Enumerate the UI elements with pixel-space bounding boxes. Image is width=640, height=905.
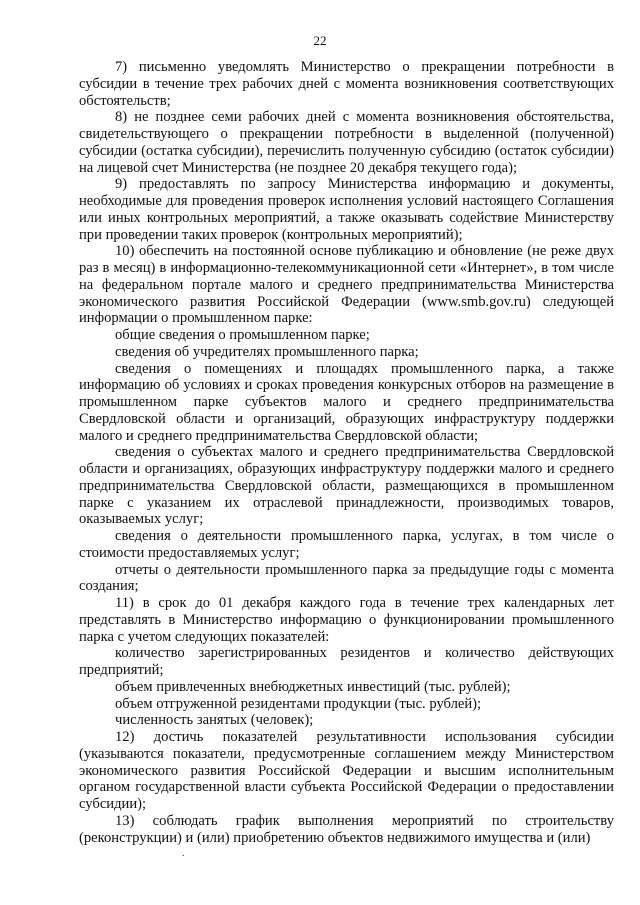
paragraph-item-13: 13) соблюдать график выполнения мероприятий по строительству (реконструкции) и (или) приобретению объектов недвижимого имущества и (или): [79, 812, 614, 846]
paragraph-shipped-products: объем отгруженной резидентами продукции (тыс. рублей);: [115, 695, 482, 712]
paragraph-investments: объем привлеченных внебюджетных инвестиций (тыс. рублей);: [115, 678, 511, 695]
paragraph-employment: численность занятых (человек);: [115, 712, 314, 729]
paragraph-founders-info: сведения об учредителях промышленного парка;: [115, 343, 419, 360]
paragraph-residents-info: сведения о субъектах малого и среднего предпринимательства Свердловской области и организациях, образующих инфраструктуру поддержки малого и среднего предпринимательства Свердловской области, размещающихся в промышленном парке с указанием их отраслевой принадлежности, производимых товаров, оказываемых услуг;: [79, 444, 614, 528]
stray-mark: .: [182, 848, 185, 859]
paragraph-activity-info: сведения о деятельности промышленного парка, услугах, в том числе о стоимости предоставляемых услуг;: [79, 528, 614, 561]
document-body: [79, 59, 614, 846]
paragraph-item-8: 8) не позднее семи рабочих дней с момента возникновения обстоятельства, свидетельствующего о прекращении потребности в выделенной (полученной) субсидии (остатка субсидии), перечислить полученную субсидию (остаток субсидии) на лицевой счет Министерства (не позднее 20 декабря текущего года);: [79, 109, 614, 176]
paragraph-item-12: 12) достичь показателей результативности использования субсидии (указываются показатели, предусмотренные соглашением между Министерством экономического развития Российской Федерации и высшим исполнительным органом государственной власти субъекта Российской Федерации о предоставлении субсидии);: [79, 729, 614, 812]
paragraph-item-10: 10) обеспечить на постоянной основе публикацию и обновление (не реже двух раз в месяц) в информационно-телекоммуникационной сети «Интернет», в том числе на федеральном портале малого и среднего предпринимательства Министерства экономического развития Российской Федерации (www.smb.gov.ru) следующей информации о промышленном парке:: [79, 243, 614, 327]
paragraph-item-9: 9) предоставлять по запросу Министерства информацию и документы, необходимые для проведения проверок исполнения условий настоящего Соглашения или иных контрольных мероприятий, а также оказывать содействие Министерству при проведении таких проверок (контрольных мероприятий);: [79, 176, 614, 243]
paragraph-reports: отчеты о деятельности промышленного парка за предыдущие годы с момента создания;: [79, 561, 614, 595]
paragraph-general-info: общие сведения о промышленном парке;: [115, 327, 370, 343]
paragraph-premises-info: сведения о помещениях и площадях промышленного парка, а также информацию об условиях и сроках проведения конкурсных отборов на размещение в промышленном парке субъектов малого и среднего предпринимательства Свердловской области и организаций, образующих инфраструктуру поддержки малого и среднего предпринимательства Свердловской области;: [79, 360, 614, 444]
paragraph-item-11: 11) в срок до 01 декабря каждого года в течение трех календарных лет представлять в Министерство информацию о функционировании промышленного парка с учетом следующих показателей:: [79, 595, 614, 645]
paragraph-residents-count: количество зарегистрированных резидентов и количество действующих предприятий;: [79, 645, 614, 678]
page-number: 22: [313, 33, 327, 48]
paragraph-item-7: 7) письменно уведомлять Министерство о прекращении потребности в субсидии в течение трех рабочих дней с момента возникновения соответствующих обстоятельств;: [79, 59, 614, 109]
